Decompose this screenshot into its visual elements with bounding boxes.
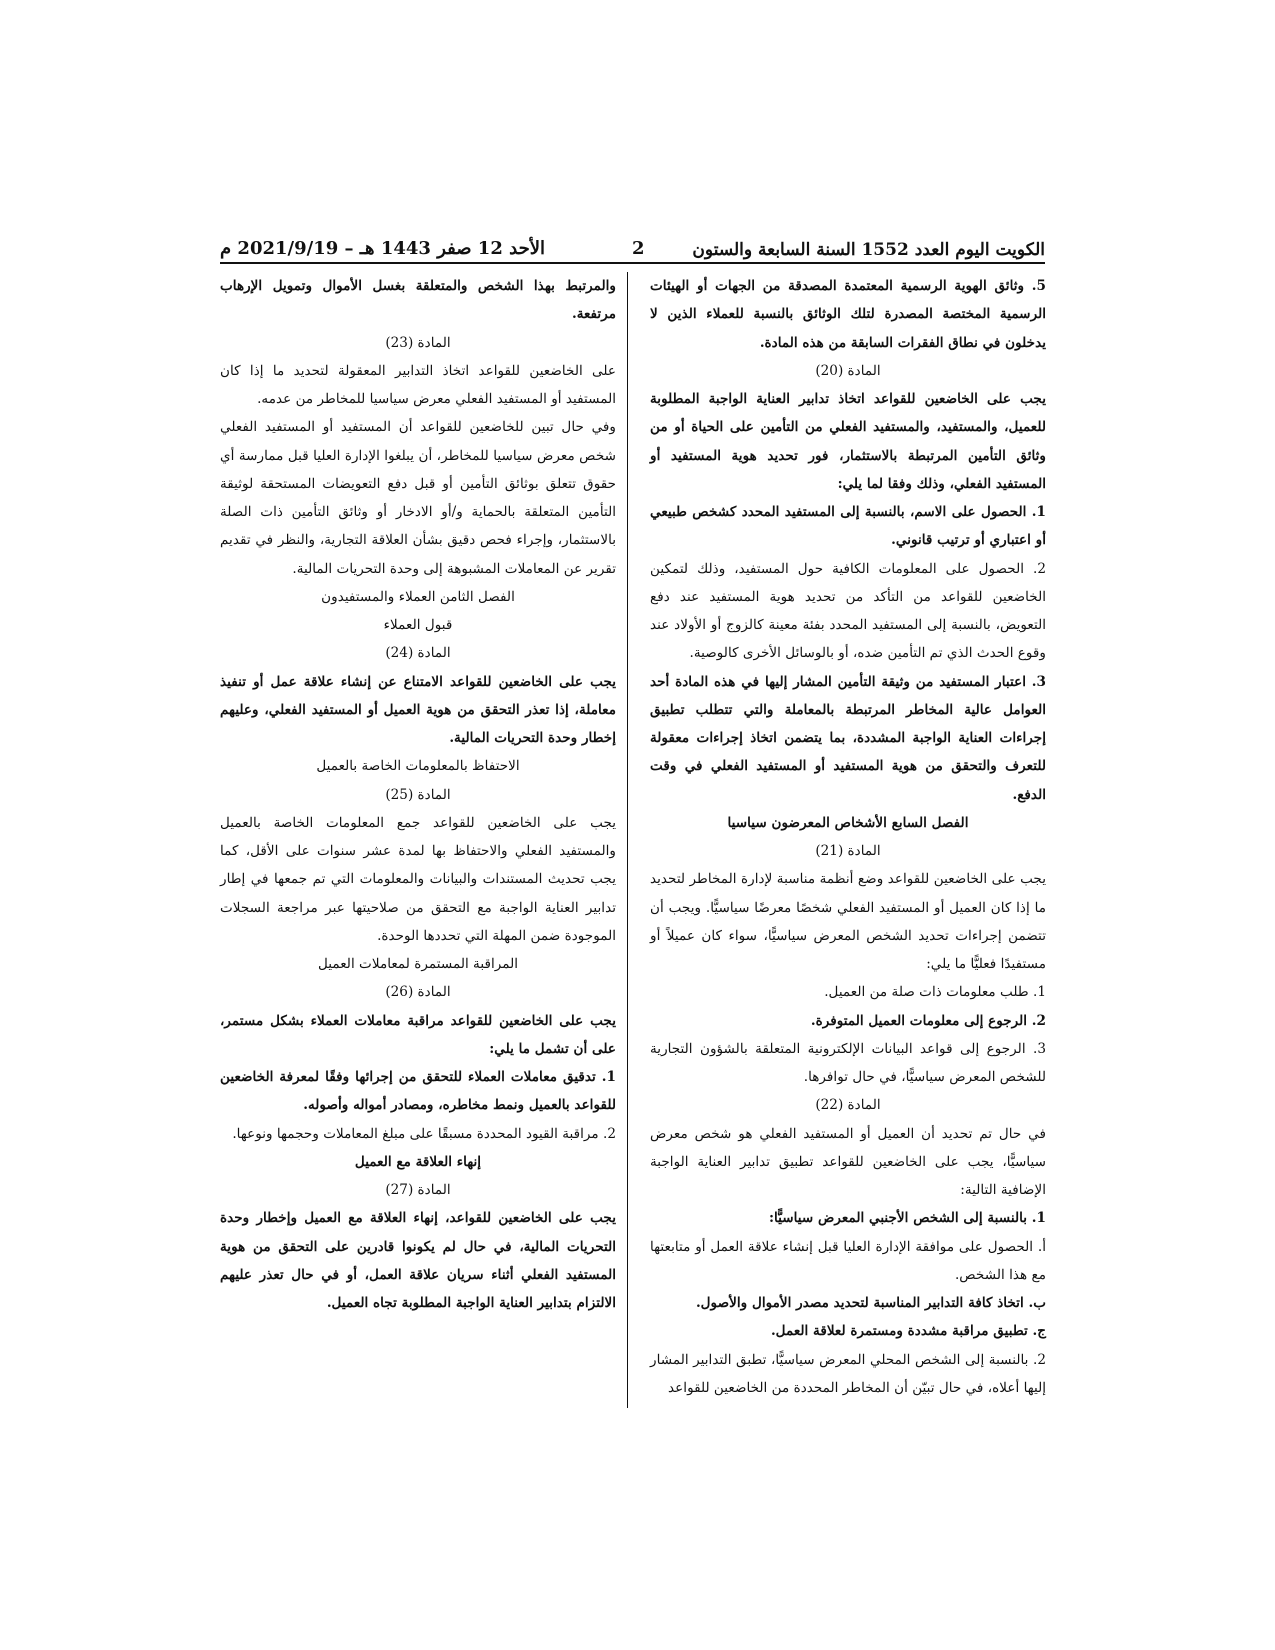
paragraph: يجب على الخاضعين للقواعد الامتناع عن إنشاء علاقة عمل أو تنفيذ معاملة، إذا تعذر التحقق من هوية العميل أو المستفيد الفعلي، وعليهم إخطار وحدة التحريات المالية. — [220, 673, 616, 746]
paragraph: يجب على الخاضعين للقواعد جمع المعلومات الخاصة بالعميل والمستفيد الفعلي والاحتفاظ بها لمدة عشر سنوات على الأقل، كما يجب تحديث المستندات والبيانات والمعلومات التي تم جمعها في إطار تدابير العناية الواجبة مع التحقق من صلاحيتها عبر مراجعة السجلات الموجودة ضمن المهلة التي تحددها الوحدة. — [220, 814, 616, 944]
list-item: 2. الحصول على المعلومات الكافية حول المستفيد، وذلك لتمكين الخاضعين للقواعد من التأكد من تحديد هوية المستفيد عند دفع التعويض، بالنسبة إلى المستفيد المحدد بفئة معينة كالزوج أو الأولاد عند وقوع الحدث الذي تم التأمين ضده، أو بالوسائل الأخرى كالوصية. — [650, 560, 1046, 662]
header-date: الأحد 12 صفر 1443 هـ – 2021/9/19 م — [220, 238, 545, 259]
section-heading: قبول العملاء — [383, 617, 453, 633]
list-item: أ. الحصول على موافقة الإدارة العليا قبل إنشاء علاقة العمل أو متابعتها مع هذا الشخص. — [650, 1238, 1046, 1283]
chapter-heading-8: الفصل الثامن العملاء والمستفيدون — [321, 588, 515, 605]
paragraph: يجب على الخاضعين للقواعد وضع أنظمة مناسبة لإدارة المخاطر لتحديد ما إذا كان العميل أو المستفيد الفعلي شخصًا معرضًا سياسيًّا. ويجب أن تتضمن إجراءات تحديد الشخص المعرض سياسيًّا، سواء كان عميلاً أو مستفيدًا فعليًّا ما يلي: — [650, 871, 1046, 972]
list-item: 2. الرجوع إلى معلومات العميل المتوفرة. — [810, 1012, 1046, 1029]
article-heading-27: المادة (27) — [385, 1182, 451, 1198]
chapter-heading-7: الفصل السابع الأشخاص المعرضون سياسيا — [727, 814, 969, 831]
header-rule — [220, 262, 1045, 264]
paragraph: يجب على الخاضعين للقواعد، إنهاء العلاقة مع العميل وإخطار وحدة التحريات المالية، في حال لم يكونوا قادرين على التحقق من هوية المستفيد الفعلي أثناء سريان علاقة العمل، أو في حال تعذر عليهم الالتزام بتدابير العناية الواجبة المطلوبة تجاه العميل. — [220, 1210, 616, 1311]
section-heading: إنهاء العلاقة مع العميل — [354, 1153, 482, 1170]
list-item: 1. تدقيق معاملات العملاء للتحقق من إجرائها وفقًا لمعرفة الخاضعين للقواعد بالعميل ونمط مخاطره، ومصادر أمواله وأصوله. — [220, 1069, 616, 1114]
page-number: 2 — [632, 238, 645, 259]
paragraph: 5. وثائق الهوية الرسمية المعتمدة المصدقة من الجهات أو الهيئات الرسمية المختصة المصدرة لتلك الوثائق بالنسبة للعملاء الذين لا يدخلون في نطاق الفقرات السابقة من هذه المادة. — [650, 278, 1046, 351]
list-item: 2. بالنسبة إلى الشخص المحلي المعرض سياسيًّا، تطبق التدابير المشار إليها أعلاه، في حال تبيّن أن المخاطر المحددة من الخاضعين للقواعد — [650, 1351, 1046, 1396]
list-item: 2. مراقبة القيود المحددة مسبقًا على مبلغ المعاملات وحجمها ونوعها. — [232, 1125, 616, 1142]
section-heading: الاحتفاظ بالمعلومات الخاصة بالعميل — [316, 758, 520, 775]
paragraph: يجب على الخاضعين للقواعد مراقبة معاملات العملاء بشكل مستمر، على أن تشمل ما يلي: — [220, 1012, 616, 1057]
article-heading-26: المادة (26) — [385, 984, 451, 1001]
list-item: 3. الرجوع إلى قواعد البيانات الإلكترونية المتعلقة بالشؤون التجارية للشخص المعرض سياسيًّا، في حال توافرها. — [650, 1040, 1046, 1085]
right-column — [650, 272, 1046, 1402]
list-item: 1. بالنسبة إلى الشخص الأجنبي المعرض سياسيًّا: — [768, 1210, 1046, 1227]
article-heading-24: المادة (24) — [385, 645, 451, 662]
article-heading-20: المادة (20) — [815, 362, 881, 379]
paragraph: على الخاضعين للقواعد اتخاذ التدابير المعقولة لتحديد ما إذا كان المستفيد أو المستفيد الفعلي معرض سياسيا للمخاطر من عدمه. — [220, 362, 616, 407]
paragraph: يجب على الخاضعين للقواعد اتخاذ تدابير العناية الواجبة المطلوبة للعميل، والمستفيد، والمستفيد الفعلي من التأمين على الحياة أو من وثائق التأمين المرتبطة بالاستثمار، فور تحديد هوية المستفيد أو المستفيد الفعلي، وذلك وفقا لما يلي: — [650, 391, 1046, 492]
left-column — [220, 272, 616, 1317]
list-item: ج. تطبيق مراقبة مشددة ومستمرة لعلاقة العمل. — [770, 1323, 1046, 1340]
article-heading-23: المادة (23) — [385, 334, 451, 351]
paragraph: والمرتبط بهذا الشخص والمتعلقة بغسل الأموال وتمويل الإرهاب مرتفعة. — [220, 278, 616, 323]
paragraph: في حال تم تحديد أن العميل أو المستفيد الفعلي هو شخص معرض سياسيًّا، يجب على الخاضعين للقواعد تطبيق تدابير العناية الواجبة الإضافية التالية: — [650, 1125, 1046, 1198]
list-item: 1. الحصول على الاسم، بالنسبة إلى المستفيد المحدد كشخص طبيعي أو اعتباري أو ترتيب قانوني. — [650, 504, 1046, 549]
paragraph: وفي حال تبين للخاضعين للقواعد أن المستفيد أو المستفيد الفعلي شخص معرض سياسيا للمخاطر، أن يبلغوا الإدارة العليا قبل ممارسة أي حقوق تتعلق بوثائق التأمين أو قبل دفع التعويضات المستحقة لوثيقة التأمين المتعلقة بالحماية و/أو الادخار أو وثائق التأمين ذات الصلة بالاستثمار، وإجراء فحص دقيق بشأن العلاقة التجارية، والنظر في تقديم تقرير عن المعاملات المشبوهة إلى وحدة التحريات المالية. — [220, 419, 616, 577]
article-heading-25: المادة (25) — [385, 786, 451, 803]
column-divider — [627, 272, 628, 1408]
section-heading: المراقبة المستمرة لمعاملات العميل — [317, 956, 519, 972]
header-issue-info: الكويت اليوم العدد 1552 السنة السابعة والستون — [692, 240, 1045, 260]
list-item: ب. اتخاذ كافة التدابير المناسبة لتحديد مصدر الأموال والأصول. — [695, 1295, 1046, 1311]
article-heading-21: المادة (21) — [815, 843, 881, 859]
list-item: 1. طلب معلومات ذات صلة من العميل. — [824, 984, 1046, 1001]
list-item: 3. اعتبار المستفيد من وثيقة التأمين المشار إليها في هذه المادة أحد العوامل عالية المخاطر المرتبطة بالمعاملة والتي تتطلب تطبيق إجراءات العناية الواجبة المشددة، بما يتضمن اتخاذ إجراءات معقولة للتعرف والتحقق من هوية المستفيد أو المستفيد الفعلي في وقت الدفع. — [650, 673, 1046, 803]
article-heading-22: المادة (22) — [815, 1097, 881, 1114]
